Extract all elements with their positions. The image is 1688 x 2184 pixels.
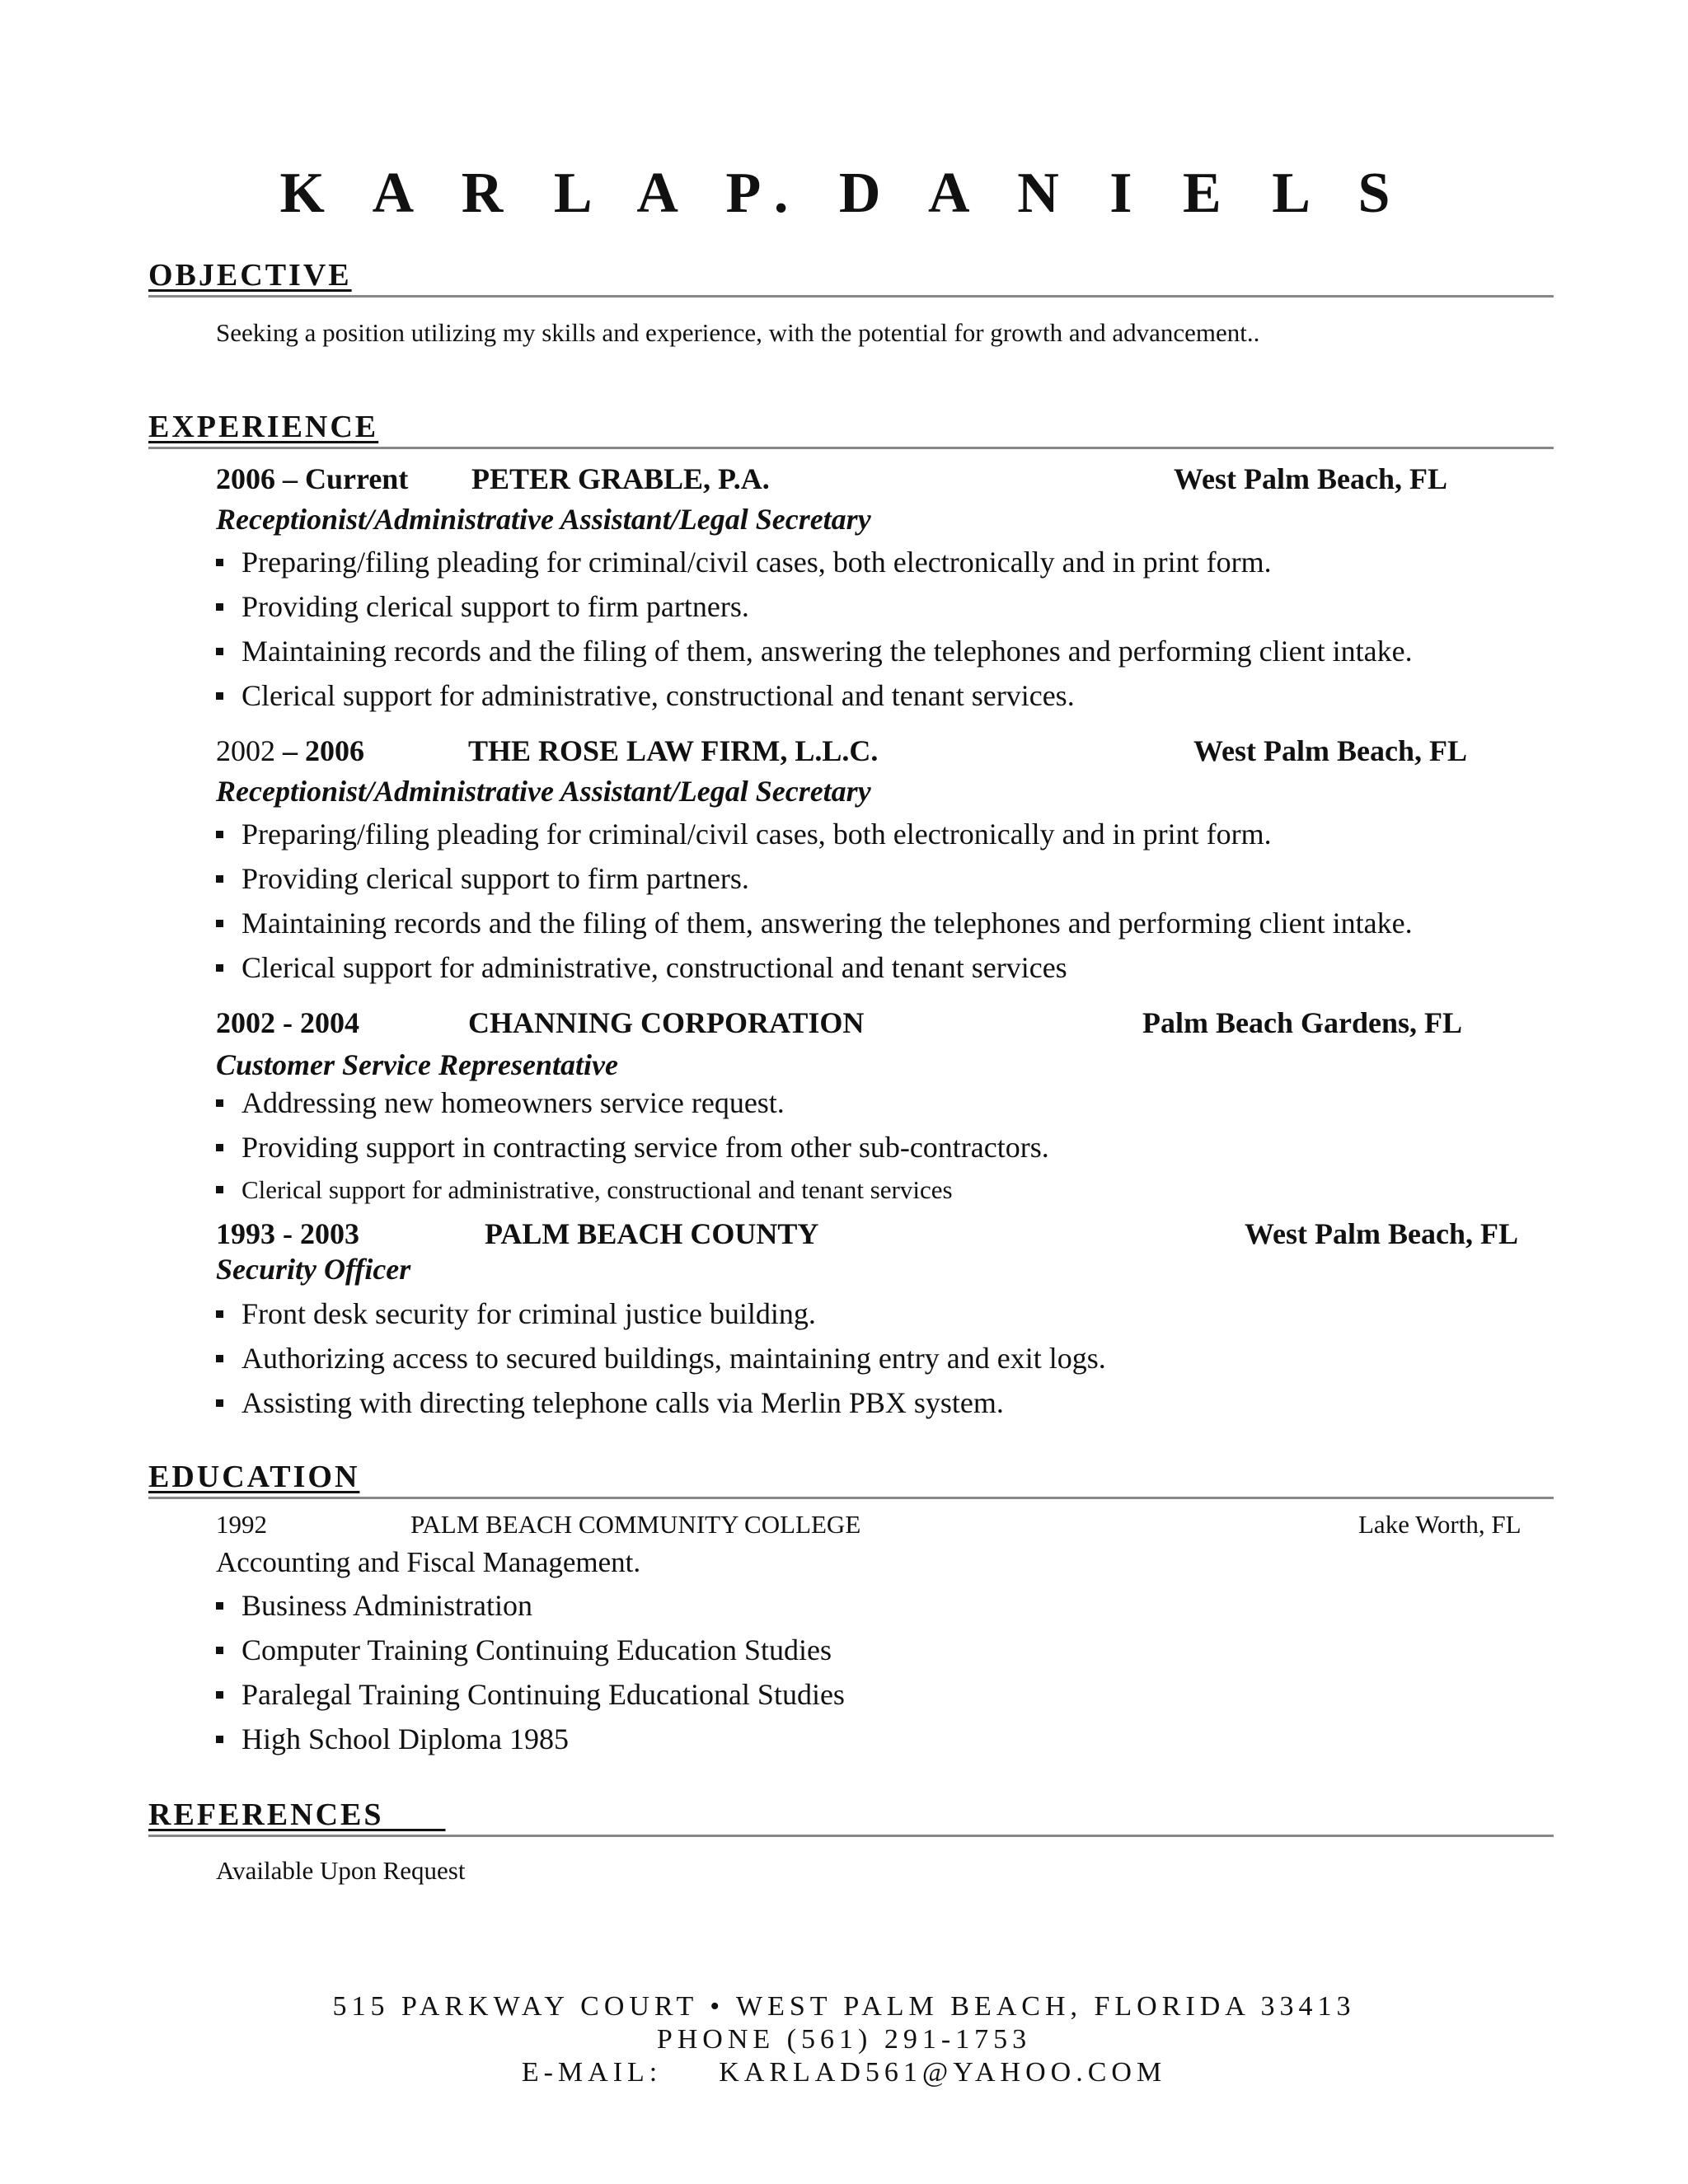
objective-heading (148, 257, 1554, 298)
candidate-name: K A R L A P. D A N I E L S (279, 162, 1409, 225)
job-location: West Palm Beach, FL (1245, 1217, 1518, 1250)
job-header (216, 1216, 1555, 1251)
footer-email-line (0, 2059, 1688, 2087)
job-role: Customer Service Representative (216, 1048, 618, 1081)
education-bullet: Paralegal Training Continuing Educational Studies (216, 1680, 845, 1709)
job-location: Palm Beach Gardens, FL (1142, 1006, 1462, 1039)
job-bullet: Providing support in contracting service from other sub-contractors. (216, 1132, 1049, 1162)
job-bullet: Authorizing access to secured buildings, maintaining entry and exit logs. (216, 1343, 1106, 1373)
job-header (216, 462, 1555, 496)
education-heading (148, 1459, 1554, 1499)
education-program: Accounting and Fiscal Management. (216, 1546, 641, 1578)
job-dates: 1993 - 2003 (216, 1217, 359, 1250)
experience-heading (148, 409, 1554, 449)
footer-phone: PHONE (561) 291-1753 (656, 2024, 1032, 2055)
education-year: 1992 (216, 1510, 267, 1539)
job-bullet: Preparing/filing pleading for criminal/civil cases, both electronically and in print form. (216, 547, 1272, 577)
education-bullet: Computer Training Continuing Education Studies (216, 1635, 832, 1665)
education-location: Lake Worth, FL (1358, 1510, 1522, 1539)
job-bullet: Assisting with directing telephone calls via Merlin PBX system. (216, 1388, 1004, 1418)
job-bullet: Front desk security for criminal justice building. (216, 1299, 816, 1329)
education-bullet: High School Diploma 1985 (216, 1724, 569, 1754)
job-bullet: Preparing/filing pleading for criminal/civil cases, both electronically and in print form. (216, 819, 1272, 849)
education-bullet: Business Administration (216, 1591, 532, 1620)
education-heading-label: EDUCATION (148, 1460, 360, 1494)
job-bullet: Providing clerical support to firm partners. (216, 592, 749, 621)
footer-email-label: E-MAIL: (521, 2057, 663, 2088)
job-employer: PETER GRABLE, P.A. (471, 462, 770, 495)
job-bullet: Providing clerical support to firm partners. (216, 864, 749, 893)
job-bullet: Addressing new homeowners service request. (216, 1088, 785, 1118)
footer-address: 515 PARKWAY COURT • WEST PALM BEACH, FLORIDA 33413 (332, 1991, 1356, 2022)
job-role: Security Officer (216, 1253, 411, 1286)
job-employer: THE ROSE LAW FIRM, L.L.C. (468, 734, 879, 767)
job-employer: CHANNING CORPORATION (468, 1006, 865, 1039)
job-location: West Palm Beach, FL (1193, 734, 1467, 767)
experience-heading-label: EXPERIENCE (148, 410, 379, 444)
job-bullet: Clerical support for administrative, constructional and tenant services. (216, 681, 1075, 710)
job-role: Receptionist/Administrative Assistant/Legal Secretary (216, 503, 871, 536)
job-header (216, 1005, 1555, 1040)
job-location: West Palm Beach, FL (1174, 462, 1447, 495)
footer-email[interactable]: KARLAD561@YAHOO.COM (719, 2057, 1167, 2088)
references-text: Available Upon Request (216, 1856, 466, 1885)
job-bullet: Maintaining records and the filing of them, answering the telephones and performing client intake. (216, 636, 1413, 666)
references-heading-label: REFERENCES (148, 1797, 384, 1832)
job-dates: 2002 – 2006 (216, 734, 364, 767)
objective-text: Seeking a position utilizing my skills and experience, with the potential for growth and advancement.. (216, 318, 1260, 347)
job-employer: PALM BEACH COUNTY (485, 1217, 819, 1250)
job-dates: 2006 – Current (216, 462, 409, 495)
objective-heading-label: OBJECTIVE (148, 258, 352, 293)
job-bullet: Clerical support for administrative, constructional and tenant services (216, 953, 1067, 982)
education-school: PALM BEACH COMMUNITY COLLEGE (410, 1510, 861, 1539)
references-heading (148, 1797, 1554, 1837)
job-role: Receptionist/Administrative Assistant/Legal Secretary (216, 775, 871, 808)
job-bullet: Clerical support for administrative, constructional and tenant services (216, 1177, 953, 1202)
job-header (216, 733, 1555, 768)
job-dates: 2002 - 2004 (216, 1006, 359, 1039)
job-bullet: Maintaining records and the filing of them, answering the telephones and performing client intake. (216, 908, 1413, 938)
